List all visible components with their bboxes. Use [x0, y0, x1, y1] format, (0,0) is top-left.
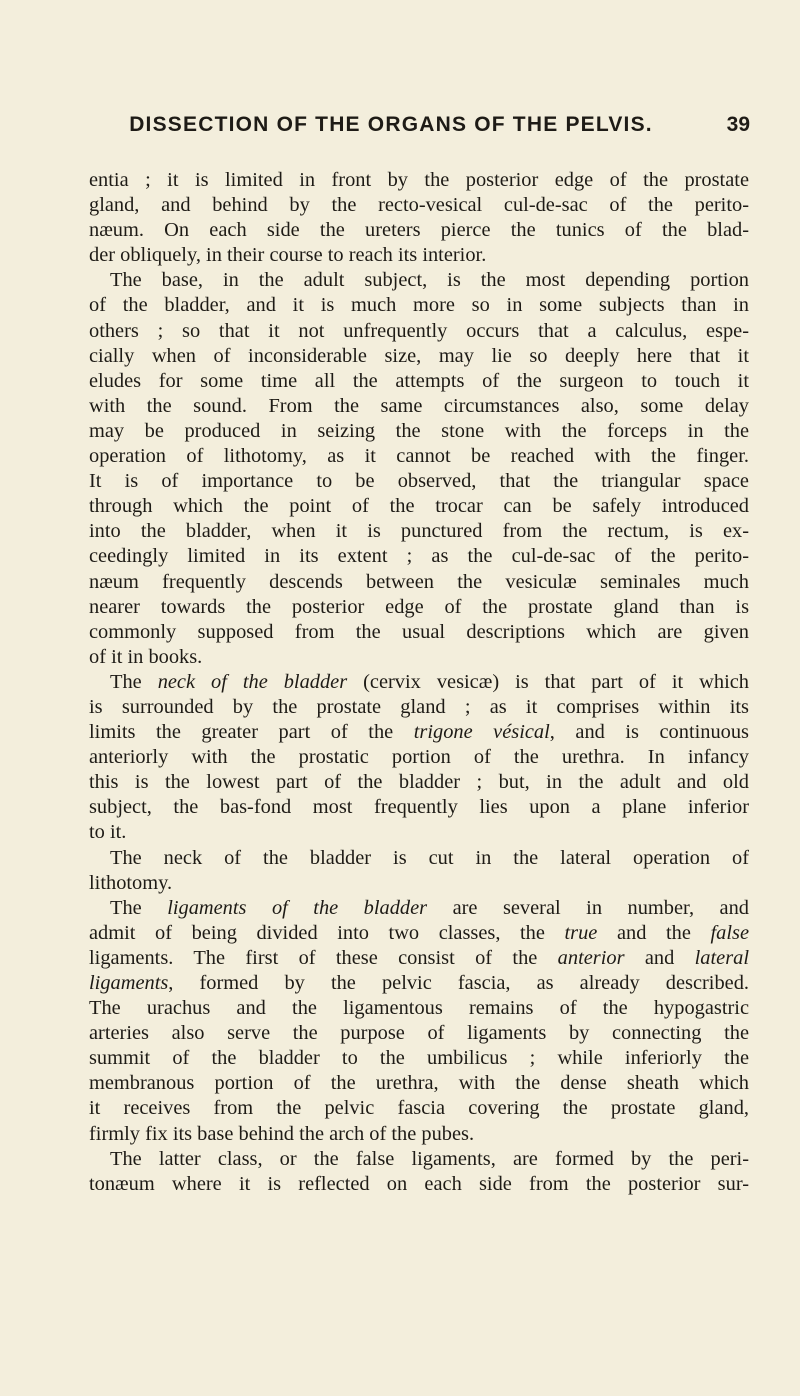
text-line: anteriorly with the prostatic portion of the urethra. In infancy	[89, 746, 749, 769]
text-line: admit of being divided into two classes, the true and the false	[89, 921, 749, 944]
text-line: It is of importance to be observed, that the triangular space	[89, 470, 749, 493]
text-line: summit of the bladder to the umbilicus ; while inferiorly the	[89, 1047, 749, 1070]
text-line: of it in books.	[89, 645, 203, 668]
text-line: of the bladder, and it is much more so in some subjects than in	[89, 294, 749, 317]
text-line: into the bladder, when it is punctured from the rectum, is ex-	[89, 520, 749, 543]
text-line: ceedingly limited in its extent ; as the cul-de-sac of the perito-	[89, 545, 749, 568]
text-line: der obliquely, in their course to reach its interior.	[89, 244, 487, 267]
text-line: næum. On each side the ureters pierce the tunics of the blad-	[89, 219, 749, 242]
text-line: entia ; it is limited in front by the posterior edge of the prostate	[89, 169, 749, 191]
text-line: through which the point of the trocar can be safely introduced	[89, 495, 749, 518]
text-line: The base, in the adult subject, is the most depending portion	[110, 269, 749, 292]
text-line: The urachus and the ligamentous remains of the hypogastric	[89, 997, 749, 1020]
text-line: The neck of the bladder (cervix vesicæ) is that part of it which	[110, 670, 749, 693]
body-text	[89, 168, 749, 1197]
text-line: membranous portion of the urethra, with the dense sheath which	[89, 1072, 749, 1095]
text-line: commonly supposed from the usual descriptions which are given	[89, 620, 749, 643]
text-line: with the sound. From the same circumstances also, some delay	[89, 394, 749, 417]
text-line: The latter class, or the false ligaments, are formed by the peri-	[110, 1147, 749, 1170]
text-line: lithotomy.	[89, 871, 173, 894]
running-title: DISSECTION OF THE ORGANS OF THE PELVIS.	[129, 113, 653, 136]
text-line: may be produced in seizing the stone with the forceps in the	[89, 419, 749, 442]
page-number: 39	[726, 113, 750, 136]
text-line: limits the greater part of the trigone vésical, and is continuous	[89, 721, 749, 744]
text-line: others ; so that it not unfrequently occurs that a calculus, espe-	[89, 319, 749, 342]
text-line: cially when of inconsiderable size, may lie so deeply here that it	[89, 344, 749, 367]
text-line: The ligaments of the bladder are several in number, and	[110, 896, 749, 919]
text-line: næum frequently descends between the vesiculæ seminales much	[89, 570, 749, 593]
text-line: arteries also serve the purpose of ligaments by connecting the	[89, 1022, 749, 1045]
running-header	[86, 113, 750, 143]
text-line: to it.	[89, 821, 127, 844]
text-line: tonæum where it is reflected on each side from the posterior sur-	[89, 1172, 749, 1195]
text-line: nearer towards the posterior edge of the prostate gland than is	[89, 595, 749, 618]
text-line: ligaments, formed by the pelvic fascia, as already described.	[89, 972, 749, 994]
text-line: operation of lithotomy, as it cannot be reached with the finger.	[89, 445, 749, 468]
text-line: firmly fix its base behind the arch of the pubes.	[89, 1122, 475, 1145]
text-line: gland, and behind by the recto-vesical cul-de-sac of the perito-	[89, 194, 749, 217]
text-line: ligaments. The first of these consist of the anterior and lateral	[89, 946, 749, 969]
text-line: The neck of the bladder is cut in the lateral operation of	[110, 846, 749, 869]
text-line: eludes for some time all the attempts of the surgeon to touch it	[89, 369, 749, 392]
text-line: this is the lowest part of the bladder ; but, in the adult and old	[89, 771, 749, 794]
text-line: subject, the bas-fond most frequently lies upon a plane inferior	[89, 796, 749, 819]
text-line: it receives from the pelvic fascia covering the prostate gland,	[89, 1097, 749, 1120]
text-line: is surrounded by the prostate gland ; as it comprises within its	[89, 695, 749, 718]
